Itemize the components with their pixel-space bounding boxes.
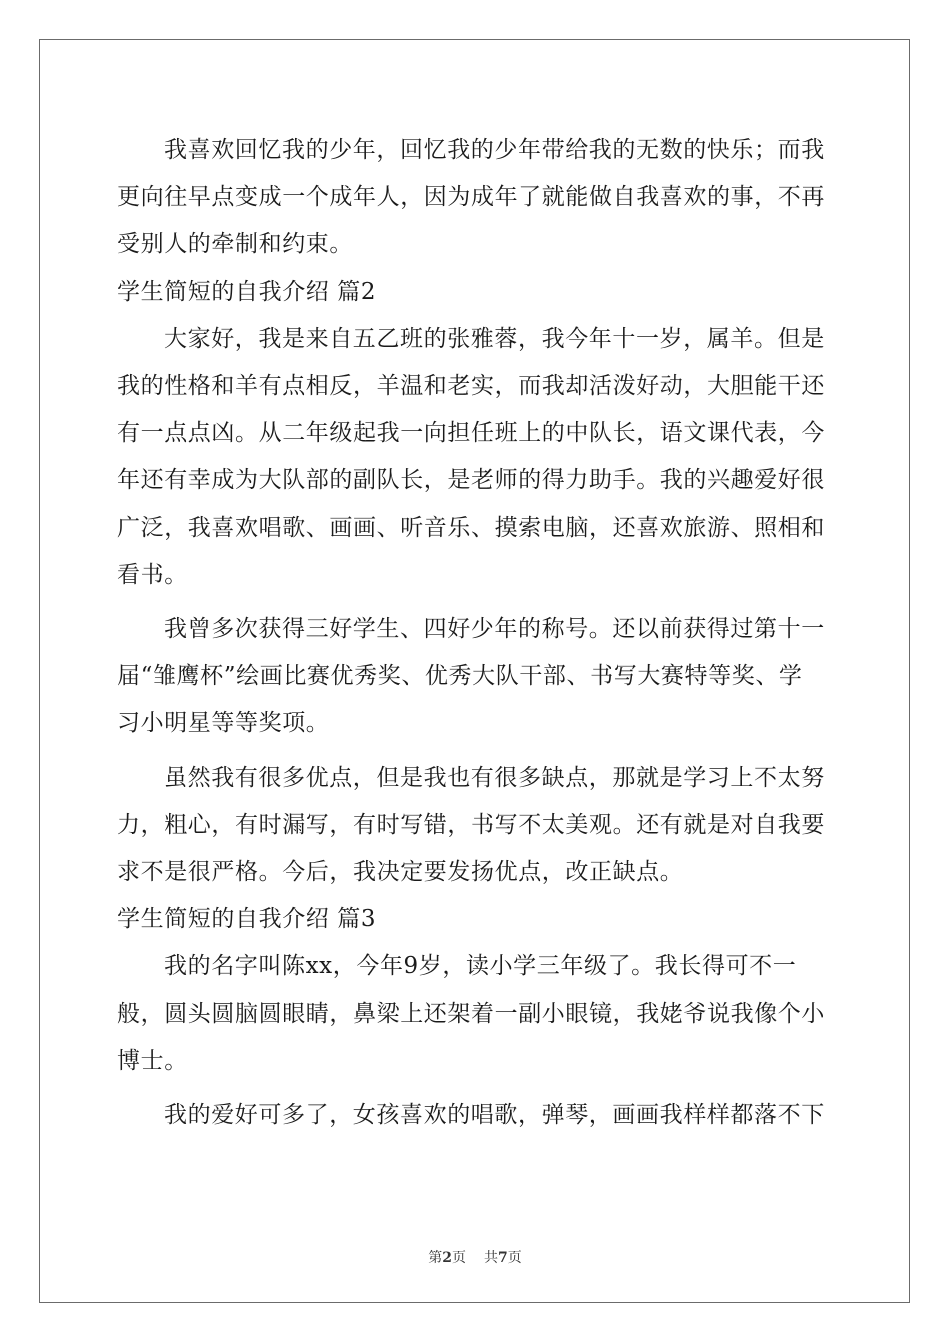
paragraph-line: 般，圆头圆脑圆眼睛，鼻梁上还架着一副小眼镜，我姥爷说我像个小 (117, 1000, 825, 1027)
document-body (117, 127, 833, 1139)
total-prefix: 共 (484, 1250, 498, 1266)
paragraph-line: 届“雏鹰杯”绘画比赛优秀奖、优秀大队干部、书写大赛特等奖、学 (117, 663, 803, 690)
paragraph (117, 127, 833, 269)
paragraph-line: 我的名字叫陈xx，今年9岁，读小学三年级了。我长得可不一 (164, 953, 797, 980)
page-suffix: 页 (452, 1250, 466, 1266)
total-pages-number: 7 (498, 1250, 508, 1266)
paragraph-line: 年还有幸成为大队部的副队长，是老师的得力助手。我的兴趣爱好很 (117, 467, 825, 494)
current-page-number: 2 (442, 1250, 452, 1266)
paragraph-line: 我的爱好可多了，女孩喜欢的唱歌，弹琴，画画我样样都落不下 (164, 1102, 825, 1129)
paragraph (117, 943, 833, 1085)
paragraph-line: 有一点点凶。从二年级起我一向担任班上的中队长，语文课代表，今 (117, 420, 825, 447)
paragraph-line: 我的性格和羊有点相反，羊温和老实，而我却活泼好动，大胆能干还 (117, 373, 825, 400)
paragraph-line: 更向往早点变成一个成年人，因为成年了就能做自我喜欢的事，不再 (117, 184, 825, 211)
paragraph (117, 1092, 833, 1139)
paragraph (117, 606, 833, 748)
paragraph-line: 受别人的牵制和约束。 (117, 231, 353, 258)
page-footer (0, 1247, 950, 1267)
paragraph-line: 虽然我有很多优点，但是我也有很多缺点，那就是学习上不太努 (164, 764, 825, 791)
total-suffix: 页 (507, 1250, 522, 1266)
paragraph (117, 316, 833, 599)
section-heading: 学生简短的自我介绍 篇3 (117, 906, 377, 933)
paragraph-line: 力，粗心，有时漏写，有时写错，书写不太美观。还有就是对自我要 (117, 811, 825, 838)
paragraph-line: 广泛，我喜欢唱歌、画画、听音乐、摸索电脑，还喜欢旅游、照相和 (117, 514, 825, 541)
page-prefix: 第 (428, 1250, 443, 1266)
paragraph-line: 我曾多次获得三好学生、四好少年的称号。还以前获得过第十一 (164, 616, 825, 643)
paragraph-line: 我喜欢回忆我的少年，回忆我的少年带给我的无数的快乐；而我 (164, 137, 825, 163)
section-heading: 学生简短的自我介绍 篇2 (117, 278, 377, 305)
paragraph-line: 习小明星等等奖项。 (117, 710, 330, 737)
paragraph-line: 博士。 (117, 1047, 188, 1074)
paragraph-line: 求不是很严格。今后，我决定要发扬优点，改正缺点。 (117, 859, 684, 886)
paragraph-line: 大家好，我是来自五乙班的张雅蓉，我今年十一岁，属羊。但是 (164, 325, 825, 352)
paragraph-line: 看书。 (117, 561, 188, 588)
paragraph (117, 755, 833, 897)
